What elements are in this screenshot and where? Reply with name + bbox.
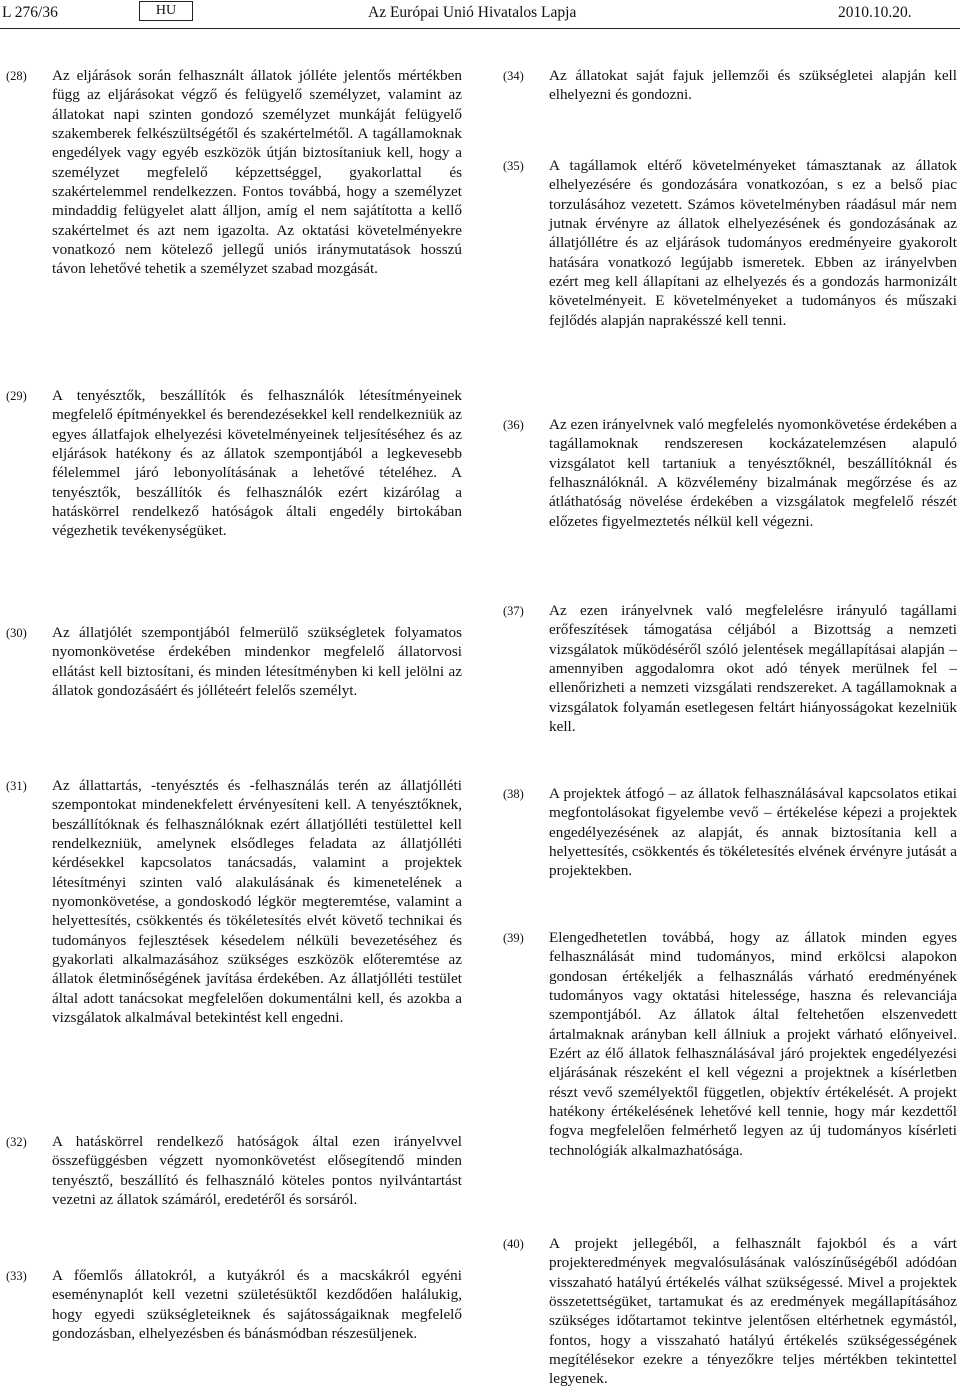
page-reference: L 276/36	[2, 4, 58, 21]
recital-text: Az állatokat saját fajuk jellemzői és szükségletei alapján kell elhelyezni és gondozni.	[549, 67, 957, 104]
recital-number: (32)	[6, 1135, 27, 1149]
header-divider	[0, 28, 960, 29]
recital-text: Az állattartás, -tenyésztés és -felhasználás terén az állatjólléti szempontokat mindenekfelett érvényesíteni kell. A tenyésztőknek, beszállítóknak és felhasználóknak ezért állatjólléti testülettel kell rendelkezniük, amelynek elsődleges feladata az állatjólléti kérdésekkel kapcsolatos tanácsadás, valamint a projektek létesítményi szinten való alakulásának és kimenetelének a nyomonkövetése, a gondoskodó légkör megteremtése, valamint a helyettesítés, csökkentés és tökéletesítés elvét követő technikai és tudományos fejlesztések késedelem nélküli bevezetéséhez és gyakorlati alkalmazásához szükséges eszközök előteremtése az állatok életminőségének javítása érdekében. Az állatjólléti testület által adott tanácsokat megfelelően dokumentálni kell, és azokba a vizsgálatok alkalmával betekintést kell engedni.	[52, 777, 462, 1027]
recital-number: (31)	[6, 779, 27, 793]
recital-number: (29)	[6, 389, 27, 403]
page-header	[0, 0, 960, 32]
recital-text: Az ezen irányelvnek való megfelelés nyomonkövetése érdekében a tagállamoknak rendszeresen kockázatelemzésen alapuló vizsgálatot kell tartaniuk a tenyésztőknél, beszállítóknál és felhasználóknál. A közvélemény bizalmának megőrzése és az átláthatóság növelése érdekében a vizsgálatok megfelelő részét előzetes figyelmeztetés nélkül kell végezni.	[549, 416, 957, 530]
recital-text: Az eljárások során felhasznált állatok jólléte jelentős mértékben függ az eljárásokat végző és felügyelő személyzet, valamint az állatokat napi szinten gondozó személyzet munkáját felügyelő szakemberek felkészültségétől és szakértelmétől. A tagállamoknak engedélyek vagy egyéb eszközök útján biztosítaniuk kell, hogy a személyzet megfelelő képzettséggel, gyakorlattal és szakértelemmel rendelkezzen. Fontos továbbá, hogy a személyzet mindaddig felügyelet alatt álljon, amíg el nem sajátította a kellő szakértelmet és azt nem igazolta. Az oktatási követelményekre vonatkozó nem kötelező jellegű uniós iránymutatások hosszú távon lehetővé tehetik a személyzet szabad mozgását.	[52, 67, 462, 278]
recital-number: (34)	[503, 69, 524, 83]
recital-number: (40)	[503, 1237, 524, 1251]
recital-text: Az ezen irányelvnek való megfelelésre irányuló tagállami erőfeszítések támogatása céljából a Bizottság a nemzeti vizsgálatok működéséről szóló jelentések megállapításai alapján – amennyiben aggodalomra okot adó tények merülnek fel – ellenőrizheti a nemzeti vizsgálati rendszereket. A tagállamoknak a vizsgálatok folyamán esetlegesen feltárt hiányosságokat kezelniük kell.	[549, 602, 957, 736]
journal-title: Az Európai Unió Hivatalos Lapja	[368, 4, 577, 21]
recital-text: A főemlős állatokról, a kutyákról és a macskákról egyéni eseménynaplót kell vezetni születésüktől kezdődően halálukig, hogy egyedi szükségleteiknek és sajátosságaiknak megfelelő gondozásban, elhelyezésben és bánásmódban részesüljenek.	[52, 1267, 462, 1343]
recital-text: A projekt jellegéből, a felhasznált fajokból és a várt projekteredmények megvalósulásának valószínűségéből adódóan visszaható hatályú értékelés válhat szükségessé. Mivel a projektek összetettségüket, tartamukat és az eredmények megállapításához szükséges időtartamot tekintve jelentősen eltérhetnek egymástól, fontos, hogy a visszaható hatályú értékelés szükségességének megítélésekor ezekre a tényezőkre teljes mértékben tekintettel legyenek.	[549, 1235, 957, 1388]
publication-date: 2010.10.20.	[838, 4, 912, 21]
recital-number: (28)	[6, 69, 27, 83]
recital-number: (30)	[6, 626, 27, 640]
recital-number: (39)	[503, 931, 524, 945]
recital-text: A tagállamok eltérő követelményeket támasztanak az állatok elhelyezésére és gondozására vonatkozóan, s ez a belső piac torzulásához vezetett. Számos követelményben ráadásul már nem jutnak érvényre az állatok elhelyezésének és gondozásának az állatjóllétre és az eljárások tudományos eredményeire gyakorolt hatására vonatkozó legújabb ismeretek. Ebben az irányelvben ezért meg kell állapítani az elhelyezés és a gondozás harmonizált követelményeit. E követelményeket a tudományos és műszaki fejlődés alapján naprakésszé kell tenni.	[549, 157, 957, 329]
recital-text: A tenyésztők, beszállítók és felhasználók létesítményeinek megfelelő építményekkel és berendezésekkel kell rendelkezniük az egyes állatfajok elhelyezési követelményeinek teljesítéséhez és az eljárások hatékony és az állatok szempontjából a legkevesebb félelemmel járó lebonyolításának a lehetővé tételéhez. A tenyésztők, beszállítók és felhasználók ezért kizárólag a hatáskörrel rendelkező hatóságok általi engedély birtokában végezhetik tevékenységüket.	[52, 387, 462, 540]
language-badge: HU	[139, 1, 193, 21]
recital-number: (37)	[503, 604, 524, 618]
recital-text: A hatáskörrel rendelkező hatóságok által ezen irányelvvel összefüggésben végzett nyomonkövetést elősegítendő minden tenyésztő, beszállító és felhasználó köteles pontos nyilvántartást vezetni az állatok számáról, eredetéről és sorsáról.	[52, 1133, 462, 1209]
recital-text: Elengedhetetlen továbbá, hogy az állatok minden egyes felhasználását mind tudományos, mind erkölcsi alapokon gondosan értékeljék a felhasználás várható eredményének tudományos vagy oktatási hitelessége, haszna és relevanciája szempontjából. Az állatok által feltehetően elszenvedett ártalmaknak arányban kell állniuk a projekt várható előnyeivel. Ezért az élő állatok felhasználásával járó projektek engedélyezési eljárásának részeként el kell végezni a projektnek a kísérletben részt vevő személyektől független, objektív értékelését. A projekt hatékony értékelésének lehetővé kell tennie, hogy már kezdettől fogva megfelelően felmérhető legyen az új tudományos kísérleti technológiák alkalmazhatósága.	[549, 929, 957, 1159]
recital-number: (35)	[503, 159, 524, 173]
recital-number: (33)	[6, 1269, 27, 1283]
recital-text: A projektek átfogó – az állatok felhasználásával kapcsolatos etikai megfontolásokat figyelembe vevő – értékelése képezi a projektek engedélyezésének az alapját, és annak biztosítania kell a helyettesítés, csökkentés és tökéletesítés elvének érvényre jutását a projektekben.	[549, 785, 957, 880]
recital-number: (36)	[503, 418, 524, 432]
recital-text: Az állatjólét szempontjából felmerülő szükségletek folyamatos nyomonkövetése érdekében mindenkor megfelelő állatorvosi ellátást kell biztosítani, és minden létesítményben ki kell jelölni az állatok gondozásáért és jólléteért felelős személyt.	[52, 624, 462, 700]
recital-number: (38)	[503, 787, 524, 801]
